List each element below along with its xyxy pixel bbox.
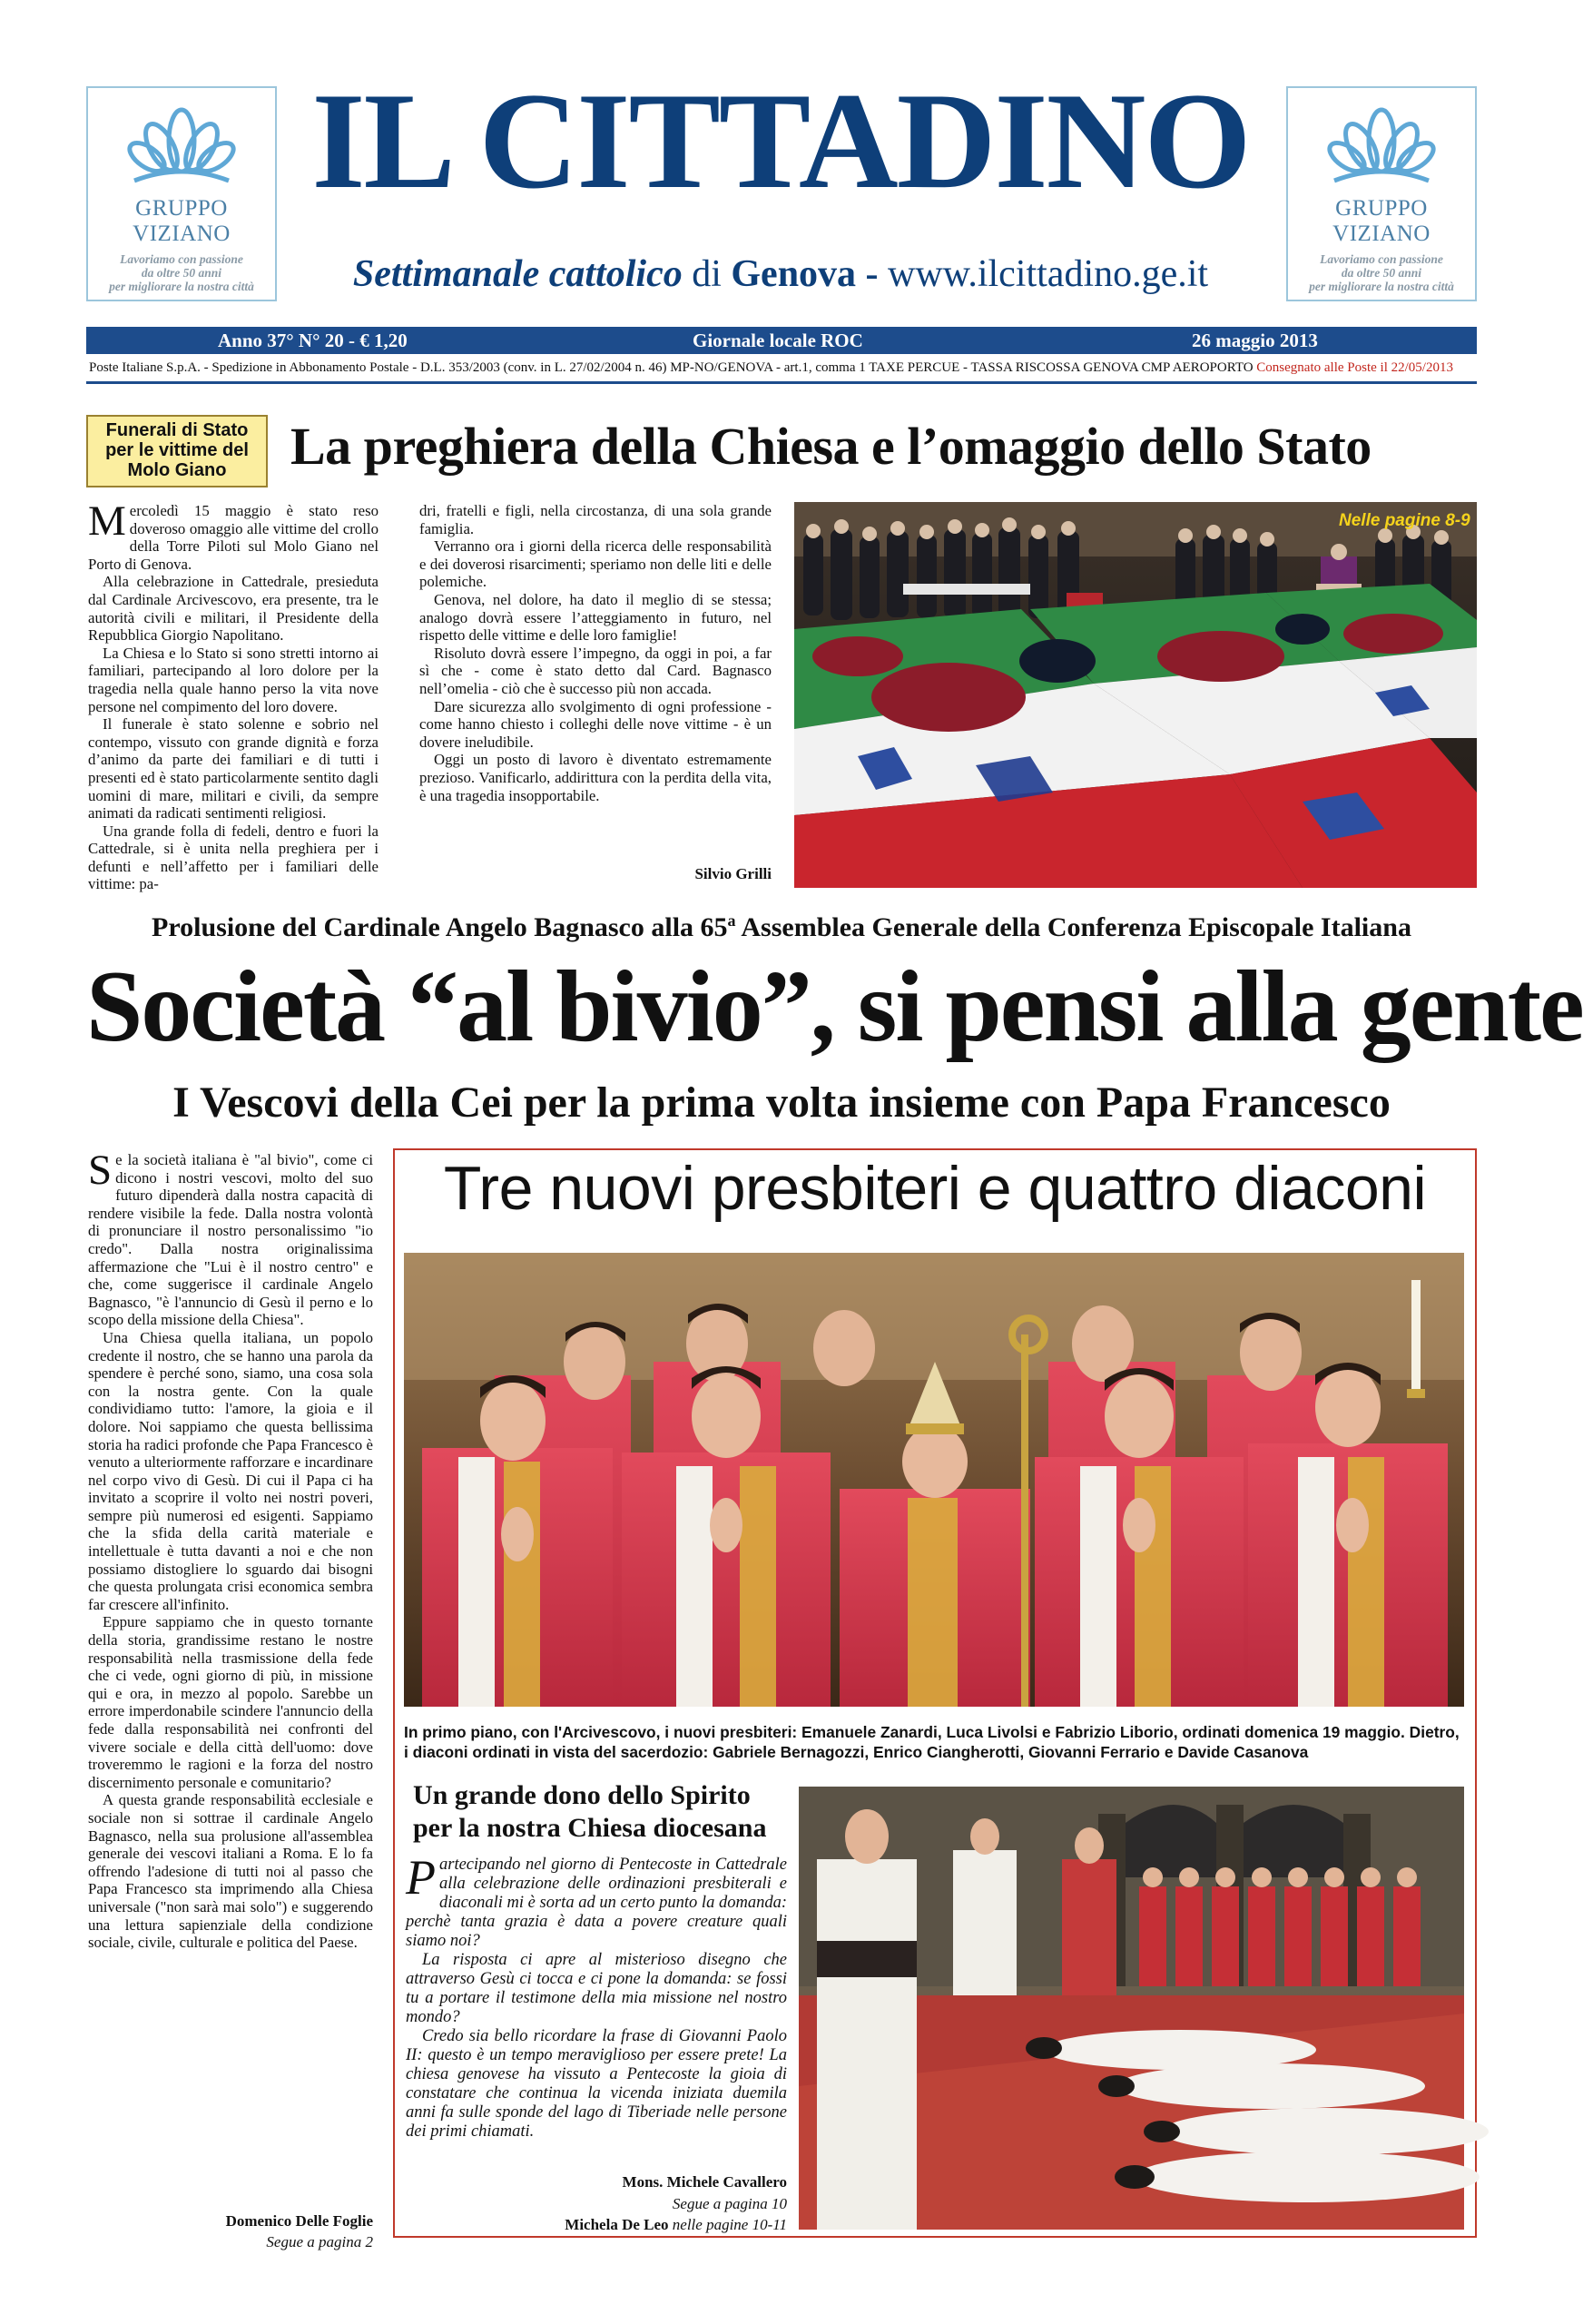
- paragraph: artecipando nel giorno di Pentecoste in Cattedrale alla celebrazione delle ordinazioni presbiterali e diaconali mi è sorta ad un certo punto la domanda: perchè tanta grazia è data a povere creature quali siamo noi?: [406, 1856, 787, 1950]
- issue-number: Anno 37° N° 20 - € 1,20: [218, 330, 408, 351]
- paragraph: Alla celebrazione in Cattedrale, presieduta dal Cardinale Arcivescovo, era presente, tra le autorità civili e militari, il Presidente della Repubblica Giorgio Napolitano.: [88, 573, 379, 645]
- masthead-url-link[interactable]: www.ilcittadino.ge.it: [888, 253, 1209, 295]
- ad-tagline-3: per migliorare la nostra città: [1309, 280, 1454, 293]
- strap-text: Prolusione del Cardinale Angelo Bagnasco alla 65: [152, 912, 728, 942]
- paragraph: A questa grande responsabilità ecclesiale e sociale non si sottrae il cardinale Angelo Bagnasco, nella sua prolusione all'assemblea generale dei vescovi italiani a Roma. E lo fa offrendo l'adesione di tutti noi al passo che Papa Francesco sta imprimendo alla Chiesa universale ("non sarà mai solo") e suggerendo una lettura sapienziale della condizione sociale, civile, culturale e politica del Paese.: [88, 1791, 373, 1952]
- masthead-title[interactable]: IL CITTADINO: [311, 64, 1250, 217]
- continued-on-pages-10-11[interactable]: nelle pagine 10-11: [672, 2216, 787, 2233]
- postal-notice: [89, 358, 1480, 378]
- photo-page-reference[interactable]: Nelle pagine 8-9: [1339, 511, 1470, 530]
- paragraph: e la società italiana è "al bivio", come ci dicono i nostri vescovi, molto del suo futuro dipenderà dalla nostra capacità di rendere visibile la fede. Dalla nostra volontà di pronunciare il nostro personalissimo "io credo". Dalla nostra originalissima affermazione che "Lui è il nostro centro" e che, come suggerisce il cardinale Angelo Bagnasco, "è l'annuncio di Gesù il perno e lo scopo della missione della Chiesa".: [88, 1151, 373, 1329]
- strap-text: Assemblea Generale della Conferenza Episcopale Italiana: [735, 912, 1411, 942]
- ad-tagline-2: da oltre 50 anni: [141, 266, 222, 280]
- ordination-photo-caption: In primo piano, con l'Arcivescovo, i nuovi presbiteri: Emanuele Zanardi, Luca Livolsi e Fabrizio Liborio, ordinati domenica 19 maggio. Dietro, i diaconi ordinati in vista del sacerdozio: Gabriele Bernagozzi, Enrico Ciangherotti, Giovanni Ferrario e Davide Casanova: [404, 1723, 1460, 1761]
- masthead-sub-city: Genova -: [731, 253, 879, 295]
- superscript: a: [727, 911, 736, 930]
- paragraph: Oggi un posto di lavoro è diventato estremamente prezioso. Vanificarlo, addirittura con la perdita della vita, è una tragedia insopportabile.: [419, 751, 772, 804]
- paragraph: ercoledì 15 maggio è stato reso doveroso omaggio alle vittime del crollo della Torre Piloti sul Molo Giano nel Porto di Genova.: [88, 502, 379, 573]
- paragraph: La risposta ci apre al misterioso disegno che attraverso Gesù ci tocca e ci pone la domanda: se fossi tu a portare il testimone della mia missione nel nostro mondo?: [406, 1951, 787, 2026]
- byline-michela-de-leo: Michela De Leo: [565, 2216, 669, 2233]
- masthead-sub-italic: Settimanale cattolico: [352, 253, 683, 295]
- paragraph: Risoluto dovrà essere l’impegno, da oggi in poi, a far sì che - come è stato detto dal Card. Bagnasco nell’omelia - ciò che è successo più non accada.: [419, 644, 772, 697]
- ad-tagline-1: Lavoriamo con passione: [1320, 252, 1443, 266]
- sidebar-headline[interactable]: Un grande dono dello Spirito per la nostra Chiesa diocesana: [413, 1780, 767, 1843]
- issue-info-bar: [86, 327, 1477, 354]
- ad-tagline-1: Lavoriamo con passione: [120, 252, 243, 266]
- byline-michele-cavallero: Mons. Michele Cavallero: [622, 2173, 787, 2191]
- ad-brand: GRUPPO VIZIANO: [1332, 196, 1431, 246]
- byline-domenico-delle-foglie: Domenico Delle Foglie: [225, 2212, 373, 2230]
- divider: [86, 381, 1477, 384]
- ordination-ceremony-photo[interactable]: [799, 1787, 1464, 2230]
- byline-silvio-grilli: Silvio Grilli: [694, 865, 772, 882]
- dropcap-letter: S: [88, 1147, 113, 1194]
- byline-michela-de-leo-row: [406, 2216, 787, 2234]
- paragraph: dri, fratelli e figli, nella circostanza, di una sola grande famiglia.: [419, 502, 772, 537]
- main-subheadline: I Vescovi della Cei per la prima volta insieme con Papa Francesco: [172, 1078, 1391, 1127]
- issue-date: 26 maggio 2013: [1192, 330, 1318, 351]
- paragraph: Una grande folla di fedeli, dentro e fuori la Cattedrale, si è unita nella preghiera per i defunti e nell’affetto per i familiari delle vittime: pa-: [88, 822, 379, 893]
- top-story-column-1: [88, 497, 379, 893]
- paragraph: Eppure sappiamo che in questo tornante della storia, grandissime restano le nostre responsabilità nella trasmissione della fede che ci vede, ogni giorno di più, in missione qui e ora, in mezzo al popolo. Sarebbe un errore imperdonabile scindere l'annuncio della fede dalla responsabilità nei confronti del vivere sociale e della città dell'uomo: dove troveremmo le ragioni e la forza del nostro discernimento personale e comunitario?: [88, 1613, 373, 1791]
- cei-article-column: [88, 1147, 373, 2204]
- ordination-group-photo[interactable]: [404, 1253, 1464, 1707]
- story-kicker-badge: [86, 415, 268, 487]
- registration-note: Giornale locale ROC: [693, 330, 863, 351]
- lotus-flower-icon: [1327, 97, 1436, 192]
- ordination-headline[interactable]: Tre nuovi presbiteri e quattro diaconi: [443, 1154, 1427, 1223]
- cei-strapline: [86, 911, 1477, 943]
- top-story-headline[interactable]: La preghiera della Chiesa e l’omaggio dello Stato: [290, 417, 1372, 476]
- funeral-photo[interactable]: [794, 502, 1477, 888]
- paragraph: Il funerale è stato solenne e sobrio nel contempo, vissuto con grande dignità e forza d’animo da parte dei familiari e di tutti i presenti ed è stato particolarmente sentito dagli uomini di mare, militari e civili, da sempre animati da radicati sentimenti religiosi.: [88, 715, 379, 822]
- paragraph: Credo sia bello ricordare la frase di Giovanni Paolo II: questo è un tempo meraviglioso per essere prete! La chiesa genovese ha vissuto a Pentecoste la gioia di constatare che continua la vicenda iniziata duemila anni fa sulle sponde del lago di Tiberiade nelle persone dei primi chiamati.: [406, 2027, 787, 2141]
- ad-brand: GRUPPO VIZIANO: [133, 196, 231, 246]
- ad-tagline-2: da oltre 50 anni: [1341, 266, 1422, 280]
- dropcap-letter: P: [406, 1850, 436, 1905]
- story-kicker-text: Funerali di Stato per le vittime del Molo Giano: [105, 420, 249, 480]
- postal-delivery-date: Consegnato alle Poste il 22/05/2013: [1256, 360, 1453, 375]
- paragraph: La Chiesa e lo Stato si sono stretti intorno ai familiari, partecipando al loro dolore per la tragedia nella quale hanno perso la vita nove persone nel compimento del loro dovere.: [88, 644, 379, 715]
- dropcap-letter: M: [88, 497, 126, 545]
- masthead-sub-di: di: [692, 253, 722, 295]
- sidebar-column: [406, 1850, 787, 2141]
- main-headline[interactable]: Società “al bivio”, si pensi alla gente: [86, 950, 1583, 1063]
- paragraph: Genova, nel dolore, ha dato il meglio di se stessa; analogo dovrà essere l’atteggiamento in futuro, nel rispetto delle vittime e delle loro famiglie!: [419, 590, 772, 645]
- ad-gruppo-viziano-right[interactable]: [1286, 86, 1477, 301]
- paragraph: Dare sicurezza allo svolgimento di ogni professione - come hanno chiesto i colleghi delle nove vittime - è un dovere ineludibile.: [419, 697, 772, 751]
- postal-text: Poste Italiane S.p.A. - Spedizione in Abbonamento Postale - D.L. 353/2003 (conv. in L. 27/02/2004 n. 46) MP-NO/GENOVA - art.1, comma 1 TAXE PERCUE - TASSA RISCOSSA GENOVA CMP AEROPORTO: [89, 360, 1254, 375]
- continued-on-page-10[interactable]: Segue a pagina 10: [672, 2195, 787, 2212]
- lotus-flower-icon: [127, 97, 236, 192]
- ad-tagline-3: per migliorare la nostra città: [109, 280, 254, 293]
- paragraph: Verranno ora i giorni della ricerca delle responsabilità e dei doverosi risarcimenti; speriamo non delle liti e delle polemiche.: [419, 537, 772, 591]
- top-story-column-2: [419, 502, 772, 865]
- masthead-subtitle: [290, 252, 1271, 296]
- paragraph: Una Chiesa quella italiana, un popolo credente il nostro, che se hanno una parola da spendere è perché sono, siamo, una cosa sola con la nostra gente. Con la quale condividiamo tutto: l'amore, la gioia e il dolore. Noi sappiamo che questa bellissima storia ha radici profonde che Papa Francesco è venuto a ulteriormente rafforzare e incardinare nel corpo vivo di Gesù. Di cui il Papa ci ha invitato a scoprire il volto nei nostri poveri, sempre più numerosi ed esigenti. Sappiamo che la sfida della carità materiale e intellettuale è tutta davanti a noi e che non possiamo distogliere lo sguardo dai bisogni che questa prolungata crisi economica sembra far crescere all'infinito.: [88, 1328, 373, 1613]
- continued-on-page-2[interactable]: Segue a pagina 2: [266, 2233, 373, 2250]
- ad-gruppo-viziano-left[interactable]: [86, 86, 277, 301]
